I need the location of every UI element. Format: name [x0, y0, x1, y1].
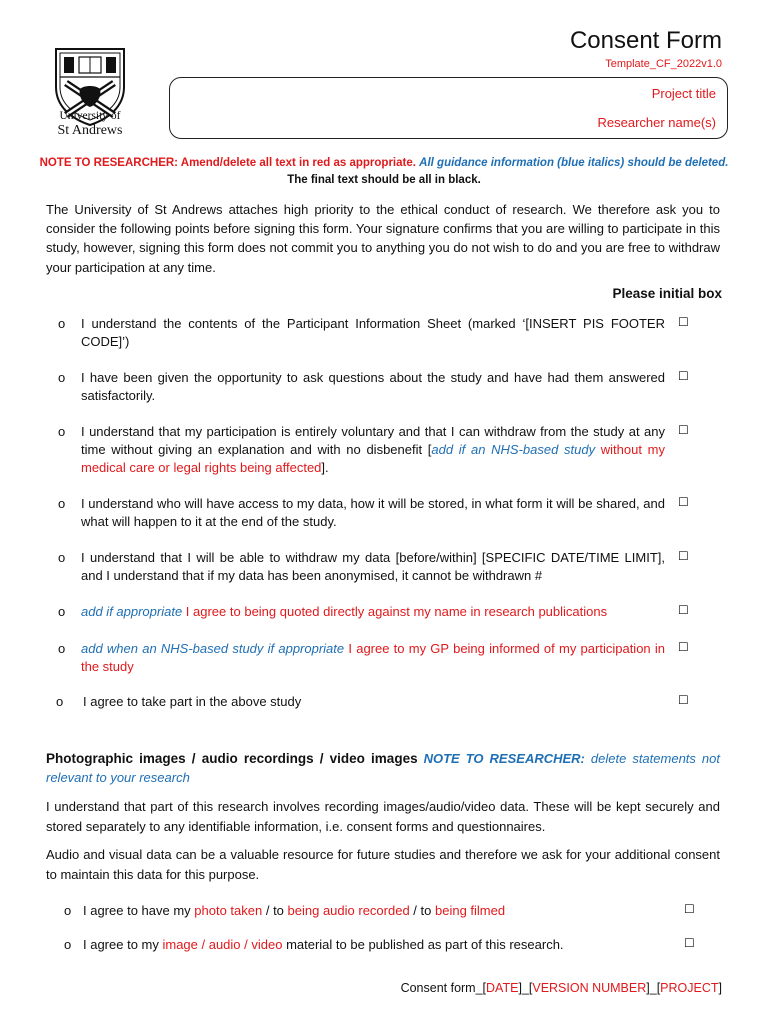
- photo-note-label: NOTE TO RESEARCHER:: [423, 751, 585, 766]
- initial-checkbox[interactable]: ☐: [678, 315, 689, 329]
- page-footer: [401, 981, 722, 995]
- consent-item-text: I understand who will have access to my data, how it will be stored, in what form it will be shared, and what will happen to it at the end of the study.: [81, 496, 665, 529]
- consent-item-text: [81, 603, 665, 621]
- quoted-guidance: add if appropriate: [81, 604, 183, 619]
- photo-paragraph-1: I understand that part of this research involves recording images/audio/video data. These will be kept securely and stored separately to any identifiable information, i.e. consent forms and questionnaires.: [46, 799, 720, 834]
- form-title: Consent Form: [569, 27, 722, 54]
- initial-checkbox[interactable]: ☐: [684, 902, 695, 916]
- university-line2: St Andrews: [57, 123, 123, 138]
- initial-checkbox[interactable]: ☐: [678, 495, 689, 509]
- gp-guidance: add when an NHS-based study if appropriate: [81, 641, 345, 656]
- recording-photo: photo taken: [194, 903, 263, 918]
- quoted-clause: I agree to being quoted directly against my name in research publications: [182, 604, 608, 619]
- initial-checkbox[interactable]: ☐: [678, 603, 689, 617]
- footer-date: DATE: [486, 981, 519, 995]
- initial-checkbox[interactable]: ☐: [678, 640, 689, 654]
- bullet: o: [64, 937, 72, 952]
- initial-box-label: Please initial box: [612, 286, 722, 301]
- consent-item-text: [83, 902, 643, 920]
- consent-item-text: I understand the contents of the Participant Information Sheet (marked ‘[INSERT PIS FOOTER CODE]’): [81, 316, 665, 349]
- photo-note-text: delete statements not relevant to your research: [46, 751, 720, 785]
- initial-checkbox[interactable]: ☐: [678, 549, 689, 563]
- bullet: o: [58, 370, 66, 385]
- initial-checkbox[interactable]: ☐: [678, 423, 689, 437]
- footer-sep2: ]_[: [646, 981, 661, 995]
- publish-c: material to be published as part of this research.: [282, 937, 564, 952]
- gp-clause: I agree to my GP being informed of my participation in the study: [81, 641, 665, 674]
- consent-item-text: I agree to take part in the above study: [83, 694, 302, 709]
- bullet: o: [64, 903, 72, 918]
- publish-a: I agree to my: [83, 937, 163, 952]
- recording-a: I agree to have my: [83, 903, 195, 918]
- consent-item-text: I understand that I will be able to withdraw my data [before/within] [SPECIFIC DATE/TIME LIMIT], and I understand that if my data has been anonymised, it cannot be withdrawn #: [81, 550, 665, 583]
- intro-paragraph: The University of St Andrews attaches high priority to the ethical conduct of research. We therefore ask you to consider the following points before signing this form. Your signature confirms that you are willing to participate in this study, however, signing this form does not commit you to anything you do not wish to do and you are free to withdraw your participation at any time.: [46, 202, 720, 275]
- photo-heading: Photographic images / audio recordings / video images: [46, 751, 418, 766]
- note-black-text: The final text should be all in black.: [287, 174, 481, 186]
- recording-audio: being audio recorded: [287, 903, 410, 918]
- researcher-note: [0, 157, 768, 169]
- footer-prefix: Consent form_[: [400, 981, 487, 995]
- initial-checkbox[interactable]: ☐: [684, 936, 695, 950]
- consent-item-text: [81, 423, 665, 477]
- closing-bracket: ].: [321, 460, 329, 475]
- recording-c: / to: [262, 903, 288, 918]
- bullet: o: [58, 424, 66, 439]
- footer-suffix: ]: [718, 981, 722, 995]
- bullet: o: [58, 496, 66, 511]
- bullet: o: [58, 550, 66, 565]
- bullet: o: [58, 316, 66, 331]
- nhs-clause: without my medical care or legal rights being affected: [81, 442, 665, 475]
- voluntary-text: I understand that my participation is entirely voluntary and that I can withdraw from the study at any time without giving an explanation and with no disbenefit [: [81, 424, 665, 457]
- bullet: o: [56, 694, 64, 709]
- publish-media: image / audio / video: [162, 937, 283, 952]
- note-blue-text: All guidance information (blue italics) should be deleted.: [419, 157, 729, 169]
- template-code: Template_CF_2022v1.0: [605, 58, 722, 70]
- consent-item-text: [83, 936, 643, 954]
- university-line1: University of: [59, 110, 121, 122]
- recording-e: / to: [409, 903, 435, 918]
- photo-paragraph-2: Audio and visual data can be a valuable resource for future studies and therefore we ask for your additional consent to maintain this data for this purpose.: [46, 847, 720, 882]
- note-red-text: NOTE TO RESEARCHER: Amend/delete all text in red as appropriate.: [39, 157, 416, 169]
- initial-checkbox[interactable]: ☐: [678, 693, 689, 707]
- university-wordmark: [40, 110, 140, 139]
- recording-film: being filmed: [434, 903, 506, 918]
- consent-item-text: I have been given the opportunity to ask questions about the study and have had them answered satisfactorily.: [81, 370, 665, 403]
- initial-checkbox[interactable]: ☐: [678, 369, 689, 383]
- consent-item-text: [81, 640, 665, 676]
- photo-section-heading: [46, 749, 720, 787]
- footer-project: PROJECT: [660, 981, 719, 995]
- footer-version: VERSION NUMBER: [532, 981, 647, 995]
- bullet: o: [58, 604, 66, 619]
- researcher-names: Researcher name(s): [597, 115, 716, 130]
- nhs-guidance: add if an NHS-based study: [431, 442, 596, 457]
- footer-sep1: ]_[: [518, 981, 533, 995]
- project-title: Project title: [651, 86, 716, 101]
- bullet: o: [58, 641, 66, 656]
